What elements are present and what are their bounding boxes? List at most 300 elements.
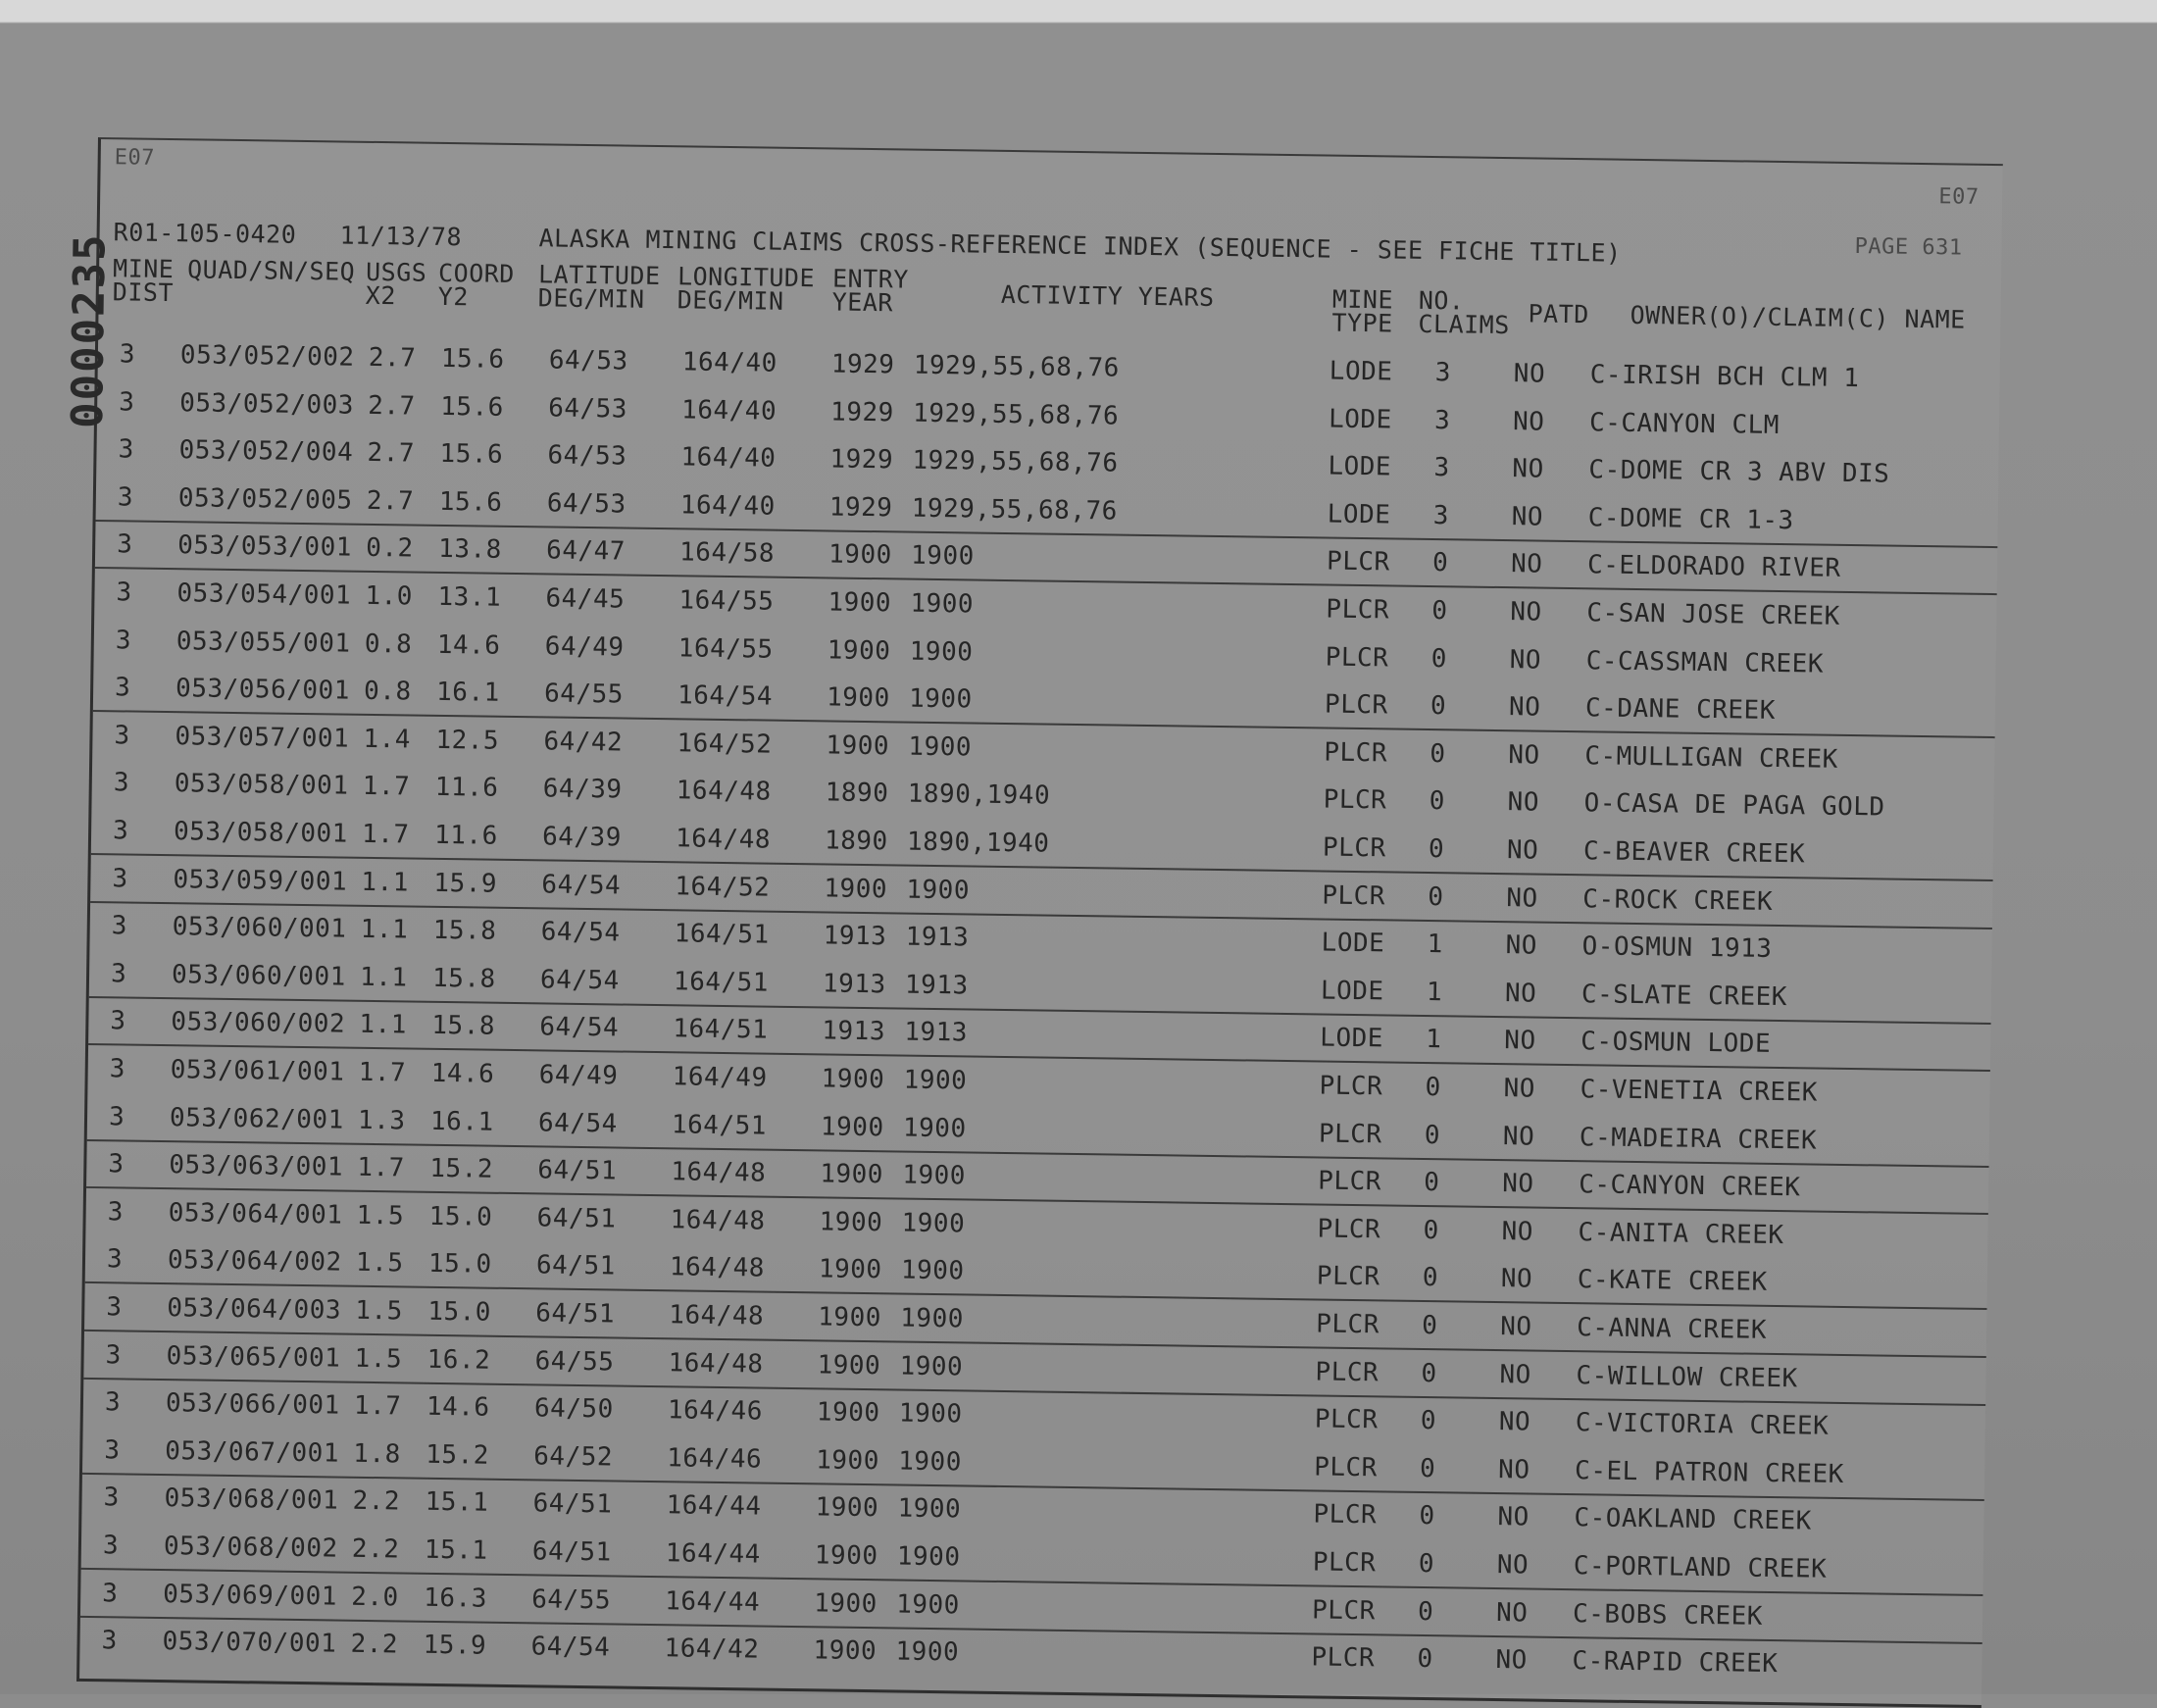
owner-claim-name-cell: C-SAN JOSE CREEK bbox=[1586, 598, 1841, 631]
quad-cell: 053/060/002 bbox=[171, 1007, 346, 1039]
col-mine-dist: MINE DIST bbox=[112, 254, 175, 308]
coord-y-cell: 11.6 bbox=[433, 820, 498, 851]
longitude-cell: 164/54 bbox=[677, 680, 774, 712]
claims-cell: 3 bbox=[1434, 358, 1452, 388]
claims-cell: 0 bbox=[1425, 1072, 1441, 1103]
page-title: ALASKA MINING CLAIMS CROSS-REFERENCE INDEX (SEQUENCE - SEE FICHE TITLE) bbox=[538, 224, 1622, 268]
owner-claim-name-cell: C-SLATE CREEK bbox=[1580, 980, 1788, 1012]
claims-cell: 0 bbox=[1419, 1453, 1436, 1483]
quad-cell: 053/066/001 bbox=[165, 1388, 340, 1421]
mine-type-cell: LODE bbox=[1329, 356, 1393, 387]
activity-years-cell: 1900 bbox=[895, 1589, 961, 1621]
latitude-cell: 64/54 bbox=[541, 869, 622, 901]
coord-y-cell: 15.0 bbox=[427, 1296, 492, 1328]
usgs-x-cell: 1.5 bbox=[356, 1200, 405, 1231]
col-usgs-x: USGS X2 bbox=[365, 257, 427, 311]
claims-cell: 1 bbox=[1427, 929, 1444, 960]
mine-dist-cell: 3 bbox=[106, 1244, 124, 1275]
mine-type-cell: PLCR bbox=[1324, 737, 1388, 769]
usgs-x-cell: 1.1 bbox=[360, 915, 409, 945]
claims-cell: 0 bbox=[1428, 834, 1445, 865]
entry-year-cell: 1929 bbox=[830, 349, 895, 380]
coord-y-cell: 15.8 bbox=[431, 963, 496, 994]
quad-cell: 053/053/001 bbox=[176, 530, 353, 564]
longitude-cell: 164/42 bbox=[664, 1633, 760, 1665]
quad-cell: 053/065/001 bbox=[166, 1340, 341, 1374]
patd-cell: NO bbox=[1509, 644, 1542, 676]
entry-year-cell: 1929 bbox=[829, 397, 894, 427]
patd-cell: NO bbox=[1495, 1645, 1528, 1676]
patd-cell: NO bbox=[1513, 359, 1546, 389]
mine-dist-cell: 3 bbox=[116, 578, 132, 608]
usgs-x-cell: 0.2 bbox=[365, 533, 414, 564]
latitude-cell: 64/51 bbox=[536, 1203, 617, 1234]
entry-year-cell: 1913 bbox=[822, 1016, 886, 1047]
entry-year-cell: 1900 bbox=[815, 1492, 879, 1524]
activity-years-cell: 1900 bbox=[902, 1113, 967, 1144]
mine-dist-cell: 3 bbox=[104, 1387, 122, 1418]
entry-year-cell: 1900 bbox=[821, 1064, 885, 1095]
quad-cell: 053/062/001 bbox=[169, 1102, 344, 1135]
col-owner-claim-name: OWNER(O)/CLAIM(C) NAME bbox=[1630, 300, 1966, 334]
usgs-x-cell: 2.0 bbox=[351, 1582, 399, 1613]
mine-type-cell: PLCR bbox=[1322, 832, 1386, 864]
mine-dist-cell: 3 bbox=[117, 482, 134, 513]
quad-cell: 053/056/001 bbox=[175, 674, 351, 706]
patd-cell: NO bbox=[1497, 1454, 1530, 1485]
entry-year-cell: 1900 bbox=[827, 635, 891, 666]
longitude-cell: 164/48 bbox=[669, 1300, 765, 1331]
coord-y-cell: 15.2 bbox=[426, 1439, 490, 1471]
claims-cell: 1 bbox=[1426, 1025, 1442, 1055]
coord-y-cell: 15.0 bbox=[427, 1249, 492, 1281]
patd-cell: NO bbox=[1499, 1359, 1532, 1390]
latitude-cell: 64/51 bbox=[537, 1155, 618, 1186]
patd-cell: NO bbox=[1504, 978, 1537, 1009]
latitude-cell: 64/54 bbox=[540, 917, 621, 948]
longitude-cell: 164/44 bbox=[665, 1538, 762, 1570]
entry-year-cell: 1900 bbox=[828, 587, 892, 619]
usgs-x-cell: 1.7 bbox=[362, 772, 411, 802]
latitude-cell: 64/47 bbox=[545, 535, 627, 567]
coord-y-cell: 15.8 bbox=[432, 916, 497, 946]
longitude-cell: 164/40 bbox=[680, 394, 778, 427]
owner-claim-name-cell: C-EL PATRON CREEK bbox=[1574, 1455, 1844, 1489]
patd-cell: NO bbox=[1512, 406, 1545, 437]
coord-y-cell: 15.6 bbox=[440, 343, 505, 375]
latitude-cell: 64/42 bbox=[543, 727, 624, 758]
entry-year-cell: 1890 bbox=[824, 826, 888, 857]
mine-dist-cell: 3 bbox=[104, 1435, 121, 1466]
entry-year-cell: 1900 bbox=[818, 1302, 882, 1333]
entry-year-cell: 1929 bbox=[828, 492, 893, 524]
owner-claim-name-cell: C-MULLIGAN CREEK bbox=[1584, 741, 1838, 775]
owner-claim-name-cell: C-BOBS CREEK bbox=[1572, 1598, 1764, 1632]
latitude-cell: 64/49 bbox=[544, 631, 625, 663]
col-quad: QUAD/SN/SEQ bbox=[186, 255, 356, 286]
owner-claim-name-cell: C-DANE CREEK bbox=[1584, 693, 1777, 727]
coord-y-cell: 15.6 bbox=[439, 439, 504, 470]
col-patd: PATD bbox=[1528, 299, 1590, 329]
latitude-cell: 64/39 bbox=[541, 822, 623, 853]
owner-claim-name-cell: C-CASSMAN CREEK bbox=[1585, 645, 1825, 679]
patd-cell: NO bbox=[1508, 739, 1540, 771]
coord-y-cell: 15.8 bbox=[431, 1011, 496, 1042]
patd-cell: NO bbox=[1510, 597, 1542, 628]
longitude-cell: 164/51 bbox=[671, 1109, 768, 1141]
corner-label-left: E07 bbox=[114, 145, 156, 171]
mine-type-cell: PLCR bbox=[1325, 642, 1389, 674]
owner-claim-name-cell: C-OAKLAND CREEK bbox=[1574, 1503, 1812, 1536]
patd-cell: NO bbox=[1504, 1026, 1536, 1056]
latitude-cell: 64/54 bbox=[539, 1012, 620, 1043]
quad-cell: 053/052/004 bbox=[178, 435, 354, 468]
entry-year-cell: 1900 bbox=[816, 1397, 880, 1429]
entry-year-cell: 1900 bbox=[816, 1445, 880, 1477]
latitude-cell: 64/51 bbox=[532, 1488, 613, 1520]
activity-years-cell: 1900 bbox=[906, 875, 971, 906]
owner-claim-name-cell: C-IRISH BCH CLM 1 bbox=[1589, 360, 1860, 394]
activity-years-cell: 1913 bbox=[904, 970, 969, 1001]
report-id: R01-105-0420 bbox=[113, 218, 297, 249]
usgs-x-cell: 1.7 bbox=[361, 819, 410, 850]
quad-cell: 053/068/001 bbox=[164, 1483, 339, 1516]
quad-cell: 053/055/001 bbox=[176, 626, 351, 659]
claims-cell: 0 bbox=[1422, 1310, 1438, 1341]
patd-cell: NO bbox=[1500, 1264, 1533, 1294]
owner-claim-name-cell: C-CANYON CLM bbox=[1588, 407, 1781, 440]
usgs-x-cell: 2.7 bbox=[368, 342, 417, 374]
longitude-cell: 164/48 bbox=[676, 776, 772, 808]
patd-cell: NO bbox=[1511, 501, 1544, 532]
longitude-cell: 164/48 bbox=[675, 824, 772, 855]
quad-cell: 053/061/001 bbox=[170, 1055, 345, 1087]
usgs-x-cell: 2.7 bbox=[367, 390, 416, 422]
activity-years-cell: 1913 bbox=[904, 1017, 969, 1048]
activity-years-cell: 1929,55,68,76 bbox=[913, 350, 1121, 383]
mine-dist-cell: 3 bbox=[114, 673, 131, 703]
coord-y-cell: 16.3 bbox=[424, 1582, 488, 1614]
report-date: 11/13/78 bbox=[339, 221, 463, 252]
longitude-cell: 164/46 bbox=[667, 1443, 763, 1475]
owner-claim-name-cell: C-BEAVER CREEK bbox=[1582, 836, 1806, 870]
latitude-cell: 64/39 bbox=[542, 774, 623, 805]
quad-cell: 053/058/001 bbox=[173, 817, 348, 849]
usgs-x-cell: 2.2 bbox=[350, 1629, 399, 1660]
activity-years-cell: 1929,55,68,76 bbox=[912, 445, 1119, 478]
coord-y-cell: 15.6 bbox=[438, 486, 503, 518]
quad-cell: 053/054/001 bbox=[176, 578, 352, 611]
usgs-x-cell: 1.7 bbox=[353, 1390, 402, 1422]
activity-years-cell: 1929,55,68,76 bbox=[912, 398, 1120, 431]
claims-cell: 0 bbox=[1418, 1548, 1435, 1580]
coord-y-cell: 12.5 bbox=[435, 725, 500, 756]
entry-year-cell: 1913 bbox=[823, 921, 887, 952]
usgs-x-cell: 0.8 bbox=[364, 628, 413, 660]
entry-year-cell: 1900 bbox=[826, 730, 890, 762]
claims-cell: 0 bbox=[1431, 596, 1448, 627]
quad-cell: 053/052/003 bbox=[179, 387, 355, 421]
mine-type-cell: PLCR bbox=[1311, 1595, 1376, 1626]
mine-type-cell: LODE bbox=[1327, 499, 1391, 530]
claims-cell: 0 bbox=[1422, 1263, 1439, 1293]
usgs-x-cell: 2.2 bbox=[352, 1486, 401, 1517]
mine-type-cell: LODE bbox=[1320, 1023, 1384, 1054]
activity-years-cell: 1900 bbox=[900, 1303, 965, 1334]
longitude-cell: 164/52 bbox=[675, 871, 771, 903]
coord-y-cell: 13.8 bbox=[437, 534, 502, 566]
activity-years-cell: 1900 bbox=[910, 588, 975, 620]
mine-type-cell: PLCR bbox=[1323, 784, 1387, 816]
mine-type-cell: LODE bbox=[1328, 404, 1392, 435]
usgs-x-cell: 2.7 bbox=[367, 438, 416, 469]
claims-cell: 0 bbox=[1420, 1406, 1437, 1436]
longitude-cell: 164/49 bbox=[672, 1062, 768, 1093]
usgs-x-cell: 1.5 bbox=[354, 1343, 403, 1375]
owner-claim-name-cell: C-ROCK CREEK bbox=[1582, 883, 1774, 917]
longitude-cell: 164/40 bbox=[681, 347, 778, 378]
entry-year-cell: 1900 bbox=[826, 682, 890, 714]
mine-type-cell: PLCR bbox=[1324, 689, 1388, 721]
activity-years-cell: 1890,1940 bbox=[906, 827, 1050, 859]
owner-claim-name-cell: C-DOME CR 3 ABV DIS bbox=[1588, 455, 1890, 489]
mine-type-cell: PLCR bbox=[1311, 1642, 1376, 1674]
quad-cell: 053/068/002 bbox=[163, 1532, 338, 1564]
entry-year-cell: 1900 bbox=[818, 1254, 882, 1285]
mine-type-cell: PLCR bbox=[1316, 1309, 1380, 1340]
entry-year-cell: 1900 bbox=[820, 1159, 884, 1190]
longitude-cell: 164/55 bbox=[678, 585, 775, 617]
col-longitude: LONGITUDE DEG/MIN bbox=[677, 262, 816, 316]
latitude-cell: 64/51 bbox=[535, 1250, 616, 1281]
longitude-cell: 164/48 bbox=[668, 1347, 764, 1380]
entry-year-cell: 1913 bbox=[822, 969, 886, 1000]
patd-cell: NO bbox=[1499, 1312, 1532, 1342]
usgs-x-cell: 1.0 bbox=[365, 580, 414, 612]
corner-label-right: E07 bbox=[1938, 184, 1980, 210]
coord-y-cell: 15.1 bbox=[425, 1487, 489, 1519]
activity-years-cell: 1900 bbox=[899, 1351, 964, 1382]
latitude-cell: 64/55 bbox=[534, 1345, 615, 1378]
col-latitude: LATITUDE DEG/MIN bbox=[537, 260, 661, 314]
coord-y-cell: 13.1 bbox=[437, 581, 502, 613]
latitude-cell: 64/53 bbox=[547, 440, 627, 472]
mine-type-cell: PLCR bbox=[1319, 1071, 1383, 1102]
patd-cell: NO bbox=[1512, 454, 1544, 484]
longitude-cell: 164/48 bbox=[670, 1205, 766, 1236]
activity-years-cell: 1900 bbox=[909, 636, 974, 668]
latitude-cell: 64/49 bbox=[538, 1060, 619, 1091]
quad-cell: 053/063/001 bbox=[169, 1150, 344, 1182]
mine-type-cell: PLCR bbox=[1318, 1119, 1382, 1149]
mine-type-cell: PLCR bbox=[1314, 1404, 1379, 1435]
quad-cell: 053/069/001 bbox=[163, 1579, 338, 1612]
claims-cell: 0 bbox=[1417, 1596, 1434, 1627]
patd-cell: NO bbox=[1498, 1407, 1531, 1437]
mine-type-cell: PLCR bbox=[1316, 1261, 1380, 1292]
mine-type-cell: PLCR bbox=[1318, 1166, 1382, 1197]
activity-years-cell: 1900 bbox=[908, 731, 973, 763]
quad-cell: 053/060/001 bbox=[172, 912, 347, 944]
mine-dist-cell: 3 bbox=[112, 863, 128, 894]
frame-number-stamp: 0000235 bbox=[62, 232, 116, 429]
mine-dist-cell: 3 bbox=[103, 1482, 120, 1513]
mine-dist-cell: 3 bbox=[115, 625, 132, 656]
claims-cell: 0 bbox=[1431, 548, 1449, 578]
claims-cell: 3 bbox=[1433, 405, 1451, 435]
entry-year-cell: 1900 bbox=[813, 1635, 878, 1667]
quad-cell: 053/052/002 bbox=[179, 340, 355, 373]
longitude-cell: 164/51 bbox=[673, 967, 770, 998]
activity-years-cell: 1913 bbox=[905, 922, 970, 953]
usgs-x-cell: 1.1 bbox=[361, 867, 410, 898]
latitude-cell: 64/54 bbox=[530, 1632, 611, 1663]
latitude-cell: 64/50 bbox=[533, 1393, 614, 1425]
patd-cell: NO bbox=[1497, 1502, 1530, 1532]
quad-cell: 053/060/001 bbox=[171, 959, 346, 992]
patd-cell: NO bbox=[1502, 1121, 1535, 1152]
usgs-x-cell: 1.3 bbox=[357, 1105, 406, 1136]
owner-claim-name-cell: C-CANYON CREEK bbox=[1579, 1170, 1801, 1203]
mine-type-cell: PLCR bbox=[1312, 1547, 1377, 1579]
coord-y-cell: 14.6 bbox=[426, 1391, 490, 1423]
activity-years-cell: 1900 bbox=[895, 1636, 960, 1668]
latitude-cell: 64/52 bbox=[533, 1441, 614, 1473]
mine-dist-cell: 3 bbox=[112, 816, 129, 846]
owner-claim-name-cell: C-OSMUN LODE bbox=[1580, 1027, 1772, 1060]
mine-dist-cell: 3 bbox=[114, 721, 130, 751]
claims-cell: 0 bbox=[1428, 881, 1444, 912]
patd-cell: NO bbox=[1503, 1074, 1536, 1104]
mine-type-cell: PLCR bbox=[1326, 546, 1390, 578]
longitude-cell: 164/51 bbox=[674, 919, 770, 950]
owner-claim-name-cell: C-RAPID CREEK bbox=[1572, 1646, 1779, 1680]
latitude-cell: 64/53 bbox=[548, 345, 628, 377]
owner-claim-name-cell: C-VENETIA CREEK bbox=[1580, 1075, 1819, 1108]
mine-dist-cell: 3 bbox=[118, 434, 134, 465]
coord-y-cell: 15.9 bbox=[433, 868, 498, 899]
entry-year-cell: 1900 bbox=[828, 539, 892, 571]
entry-year-cell: 1929 bbox=[829, 444, 894, 476]
longitude-cell: 164/44 bbox=[666, 1490, 762, 1522]
owner-claim-name-cell: C-PORTLAND CREEK bbox=[1573, 1551, 1828, 1584]
activity-years-cell: 1900 bbox=[908, 683, 973, 715]
mine-dist-cell: 3 bbox=[106, 1292, 123, 1323]
usgs-x-cell: 1.1 bbox=[359, 1010, 408, 1040]
mine-type-cell: LODE bbox=[1328, 451, 1392, 482]
coord-y-cell: 15.2 bbox=[429, 1154, 494, 1184]
latitude-cell: 64/55 bbox=[531, 1583, 612, 1616]
mine-dist-cell: 3 bbox=[110, 1006, 126, 1036]
col-mine-type: MINE TYPE bbox=[1331, 284, 1394, 338]
entry-year-cell: 1900 bbox=[813, 1587, 878, 1619]
coord-y-cell: 14.6 bbox=[436, 629, 501, 661]
claims-cell: 0 bbox=[1430, 691, 1447, 722]
usgs-x-cell: 1.1 bbox=[359, 962, 408, 993]
mine-dist-cell: 3 bbox=[105, 1339, 123, 1371]
mine-dist-cell: 3 bbox=[110, 959, 127, 989]
coord-y-cell: 14.6 bbox=[430, 1058, 495, 1089]
page-number: PAGE 631 bbox=[1854, 234, 1963, 261]
patd-cell: NO bbox=[1502, 1169, 1534, 1199]
longitude-cell: 164/48 bbox=[669, 1252, 766, 1283]
patd-cell: NO bbox=[1506, 835, 1539, 866]
quad-cell: 053/064/002 bbox=[167, 1245, 342, 1278]
owner-claim-name-cell: C-VICTORIA CREEK bbox=[1575, 1408, 1830, 1441]
owner-claim-name-cell: O-OSMUN 1913 bbox=[1581, 931, 1773, 965]
owner-claim-name-cell: C-KATE CREEK bbox=[1577, 1265, 1768, 1298]
quad-cell: 053/058/001 bbox=[174, 769, 349, 802]
mine-dist-cell: 3 bbox=[102, 1578, 119, 1609]
mine-dist-cell: 3 bbox=[108, 1149, 125, 1180]
mine-type-cell: PLCR bbox=[1326, 594, 1390, 626]
mine-type-cell: LODE bbox=[1321, 928, 1385, 959]
activity-years-cell: 1900 bbox=[898, 1398, 963, 1430]
col-coord-y: COORD Y2 bbox=[437, 258, 516, 312]
claims-cell: 0 bbox=[1430, 643, 1448, 674]
latitude-cell: 64/53 bbox=[546, 488, 627, 520]
coord-y-cell: 15.1 bbox=[424, 1534, 488, 1566]
activity-years-cell: 1900 bbox=[900, 1255, 965, 1286]
entry-year-cell: 1900 bbox=[819, 1207, 883, 1238]
usgs-x-cell: 0.8 bbox=[363, 677, 412, 707]
mine-dist-cell: 3 bbox=[111, 911, 128, 941]
patd-cell: NO bbox=[1507, 787, 1540, 818]
claims-cell: 3 bbox=[1433, 453, 1450, 483]
owner-claim-name-cell: C-ANNA CREEK bbox=[1576, 1313, 1768, 1345]
col-activity-years: ACTIVITY YEARS bbox=[1000, 279, 1215, 312]
owner-claim-name-cell: C-ANITA CREEK bbox=[1578, 1217, 1784, 1250]
longitude-cell: 164/55 bbox=[677, 632, 774, 665]
quad-cell: 053/064/003 bbox=[167, 1293, 342, 1326]
longitude-cell: 164/46 bbox=[667, 1395, 764, 1427]
mine-type-cell: PLCR bbox=[1313, 1499, 1378, 1531]
coord-y-cell: 15.0 bbox=[428, 1201, 493, 1232]
owner-claim-name-cell: C-MADEIRA CREEK bbox=[1579, 1122, 1818, 1156]
patd-cell: NO bbox=[1506, 882, 1538, 914]
entry-year-cell: 1890 bbox=[825, 778, 889, 809]
claims-cell: 0 bbox=[1430, 738, 1446, 770]
entry-year-cell: 1900 bbox=[820, 1111, 884, 1142]
patd-cell: NO bbox=[1505, 930, 1538, 961]
claims-cell: 0 bbox=[1417, 1644, 1433, 1675]
activity-years-cell: 1929,55,68,76 bbox=[911, 493, 1118, 527]
claims-cell: 0 bbox=[1429, 786, 1446, 817]
claims-cell: 0 bbox=[1424, 1120, 1441, 1150]
latitude-cell: 64/55 bbox=[543, 678, 625, 710]
activity-years-cell: 1900 bbox=[897, 1493, 962, 1525]
col-no-claims: NO. CLAIMS bbox=[1418, 285, 1510, 340]
col-entry-year: ENTRY YEAR bbox=[831, 264, 910, 318]
longitude-cell: 164/51 bbox=[673, 1014, 769, 1046]
coord-y-cell: 16.1 bbox=[429, 1106, 494, 1137]
mine-type-cell: PLCR bbox=[1313, 1452, 1379, 1483]
latitude-cell: 64/45 bbox=[545, 583, 626, 615]
mine-type-cell: LODE bbox=[1320, 976, 1384, 1007]
latitude-cell: 64/53 bbox=[547, 393, 628, 425]
mine-dist-cell: 3 bbox=[101, 1626, 118, 1656]
coord-y-cell: 15.9 bbox=[423, 1630, 487, 1661]
owner-claim-name-cell: C-WILLOW CREEK bbox=[1576, 1360, 1798, 1393]
quad-cell: 053/057/001 bbox=[175, 721, 350, 754]
claims-cell: 0 bbox=[1424, 1168, 1440, 1198]
mine-dist-cell: 3 bbox=[107, 1197, 125, 1228]
latitude-cell: 64/51 bbox=[531, 1536, 612, 1568]
activity-years-cell: 1900 bbox=[901, 1208, 966, 1239]
usgs-x-cell: 1.5 bbox=[355, 1295, 403, 1327]
activity-years-cell: 1900 bbox=[903, 1065, 968, 1096]
longitude-cell: 164/52 bbox=[677, 728, 773, 760]
